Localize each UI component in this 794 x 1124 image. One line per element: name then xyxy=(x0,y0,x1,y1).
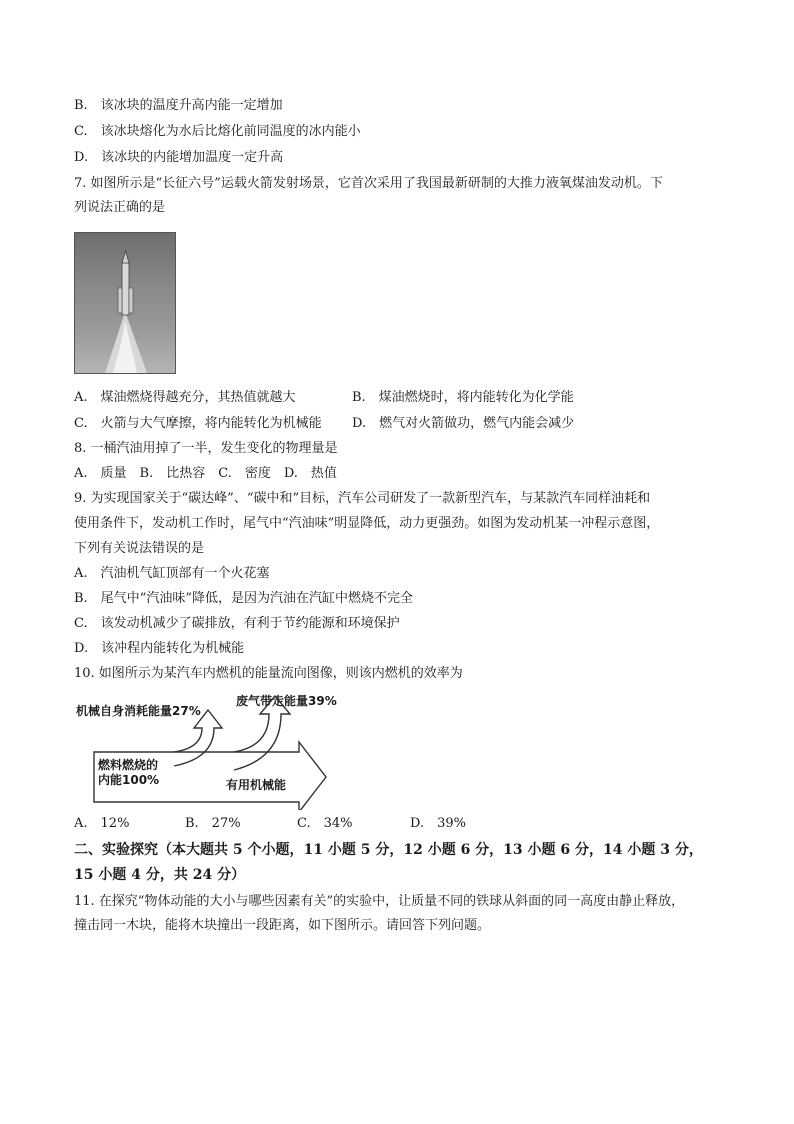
q10-option-b: B. 27% xyxy=(185,816,241,831)
q7-stem-line1: 7. 如图所示是“长征六号”运载火箭发射场景，它首次采用了我国最新研制的大推力液氧煤油发动机。下 xyxy=(74,176,663,191)
section2-heading-line2: 15 小题 4 分，共 24 分） xyxy=(74,867,246,883)
q6-option-d: D. 该冰块的内能增加温度一定升高 xyxy=(74,150,284,165)
q7-option-c: C. 火箭与大气摩擦，将内能转化为机械能 xyxy=(74,416,322,431)
q10-option-c: C. 34% xyxy=(297,816,353,831)
rocket-icon xyxy=(75,233,175,373)
q7-stem-line2: 列说法正确的是 xyxy=(74,200,166,215)
q8-options: A. 质量 B. 比热容 C. 密度 D. 热值 xyxy=(74,466,337,481)
q7-option-d: D. 燃气对火箭做功，燃气内能会减少 xyxy=(352,416,575,431)
q10-stem: 10. 如图所示为某汽车内燃机的能量流向图像，则该内燃机的效率为 xyxy=(74,666,463,681)
rocket-launch-photo xyxy=(74,232,176,374)
q9-option-b: B. 尾气中“汽油味”降低，是因为汽油在汽缸中燃烧不完全 xyxy=(74,591,413,606)
q11-stem-line2: 撞击同一木块，能将木块撞出一段距离，如下图所示。请回答下列问题。 xyxy=(74,918,491,933)
q9-option-a: A. 汽油机气缸顶部有一个火花塞 xyxy=(74,566,270,581)
q9-option-d: D. 该冲程内能转化为机械能 xyxy=(74,641,245,656)
loss-exhaust-label: 废气带走能量39% xyxy=(236,694,337,708)
q9-stem-line3: 下列有关说法错误的是 xyxy=(74,541,205,556)
fuel-energy-line2: 内能100% xyxy=(98,773,160,787)
q10-option-a: A. 12% xyxy=(74,816,130,831)
useful-energy-label: 有用机械能 xyxy=(226,778,287,792)
q9-stem-line1: 9. 为实现国家关于“碳达峰”、“碳中和”目标，汽车公司研发了一款新型汽车，与某款汽车同样油耗和 xyxy=(74,491,651,506)
q7-option-a: A. 煤油燃烧得越充分，其热值就越大 xyxy=(74,390,296,405)
q6-option-b: B. 该冰块的温度升高内能一定增加 xyxy=(74,98,283,113)
q8-stem: 8. 一桶汽油用掉了一半，发生变化的物理量是 xyxy=(74,441,338,456)
q10-option-d: D. 39% xyxy=(410,816,466,831)
fuel-energy-line1: 燃料燃烧的 xyxy=(98,758,159,772)
q11-stem-line1: 11. 在探究“物体动能的大小与哪些因素有关”的实验中，让质量不同的铁球从斜面的同一高度由静止释放， xyxy=(74,894,685,909)
q9-stem-line2: 使用条件下，发动机工作时，尾气中“汽油味”明显降低，动力更强劲。如图为发动机某一冲程示意图， xyxy=(74,516,660,531)
loss-mechanical-label: 机械自身消耗能量27% xyxy=(76,704,201,718)
q6-option-c: C. 该冰块熔化为水后比熔化前同温度的冰内能小 xyxy=(74,124,361,139)
q7-option-b: B. 煤油燃烧时，将内能转化为化学能 xyxy=(352,390,574,405)
section2-heading-line1: 二、实验探究（本大题共 5 个小题，11 小题 5 分，12 小题 6 分，13 小题 6 分，14 小题 3 分， xyxy=(74,842,703,858)
energy-flow-diagram xyxy=(74,690,374,810)
fuel-energy-label xyxy=(98,758,159,788)
q9-option-c: C. 该发动机减少了碳排放，有利于节约能源和环境保护 xyxy=(74,616,400,631)
